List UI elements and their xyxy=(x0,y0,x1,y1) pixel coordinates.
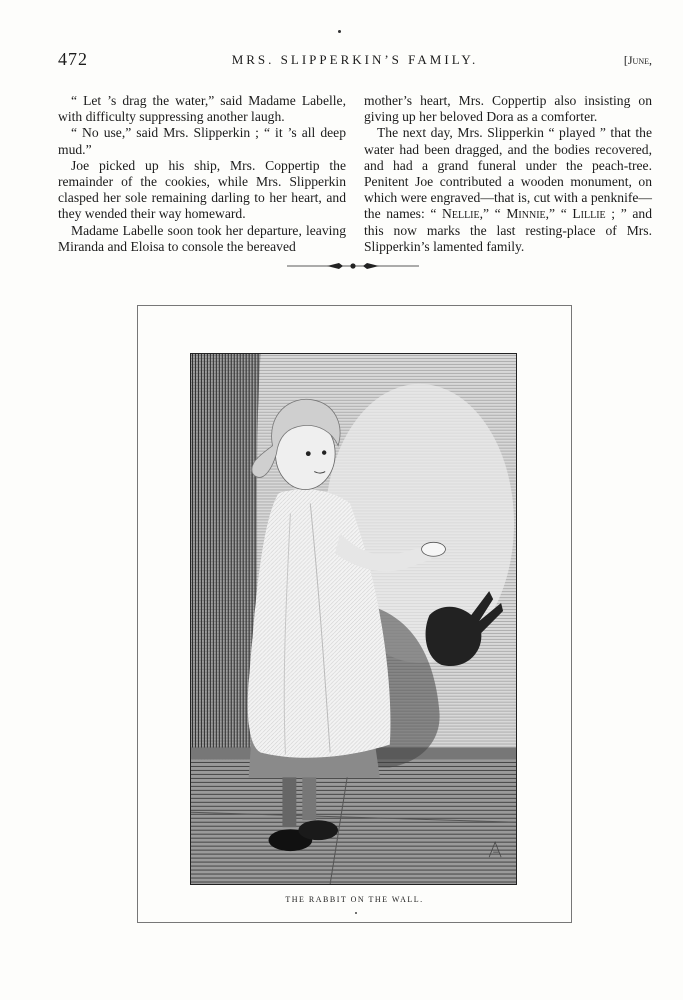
engraving-illustration xyxy=(190,353,517,885)
running-head xyxy=(58,49,652,72)
separator: ,” “ xyxy=(545,206,573,222)
paragraph: “ Let ’s drag the water,” said Madame Labelle, with difficulty suppressing another laugh. xyxy=(58,93,346,125)
name-minnie: Minnie xyxy=(506,206,546,222)
paragraph xyxy=(364,125,652,255)
illustration-caption: THE RABBIT ON THE WALL. xyxy=(285,895,424,904)
paragraph-text: ; ” and this now marks the last resting-place of Mrs. Slipperkin’s lamented family. xyxy=(364,206,652,254)
running-date: [June, xyxy=(623,53,652,67)
caption-dot xyxy=(355,912,357,914)
running-title: MRS. SLIPPERKIN’S FAMILY. xyxy=(231,52,479,67)
name-lillie: Lillie xyxy=(572,206,606,222)
right-column xyxy=(364,93,652,254)
paragraph: Madame Labelle soon took her departure, leaving Miranda and Eloisa to console the bereaved xyxy=(58,222,346,254)
paragraph-text: The next day, Mrs. Slipperkin “ played ” that the water had been dragged, and the bodies recovered, and had a grand funeral under the peach-tree. Penitent Joe contributed a wooden monument, on which were engraved—that is, cut with a penknife—the names: “ xyxy=(364,125,652,222)
separator: ,” “ xyxy=(479,206,507,222)
page-number: 472 xyxy=(58,49,88,69)
top-dot xyxy=(338,30,341,33)
paragraph: “ No use,” said Mrs. Slipperkin ; “ it ’s all deep mud.” xyxy=(58,125,346,157)
paragraph: mother’s heart, Mrs. Coppertip also insisting on giving up her beloved Dora as a comforter. xyxy=(364,93,652,125)
paragraph: Joe picked up his ship, Mrs. Coppertip the remainder of the cookies, while Mrs. Slipperkin clasped her sole remaining darling to her heart, and they wended their way homeward. xyxy=(58,157,346,222)
name-nellie: Nellie xyxy=(442,206,480,222)
text-columns xyxy=(58,93,652,254)
left-column xyxy=(58,93,346,254)
section-ornament xyxy=(287,261,419,271)
